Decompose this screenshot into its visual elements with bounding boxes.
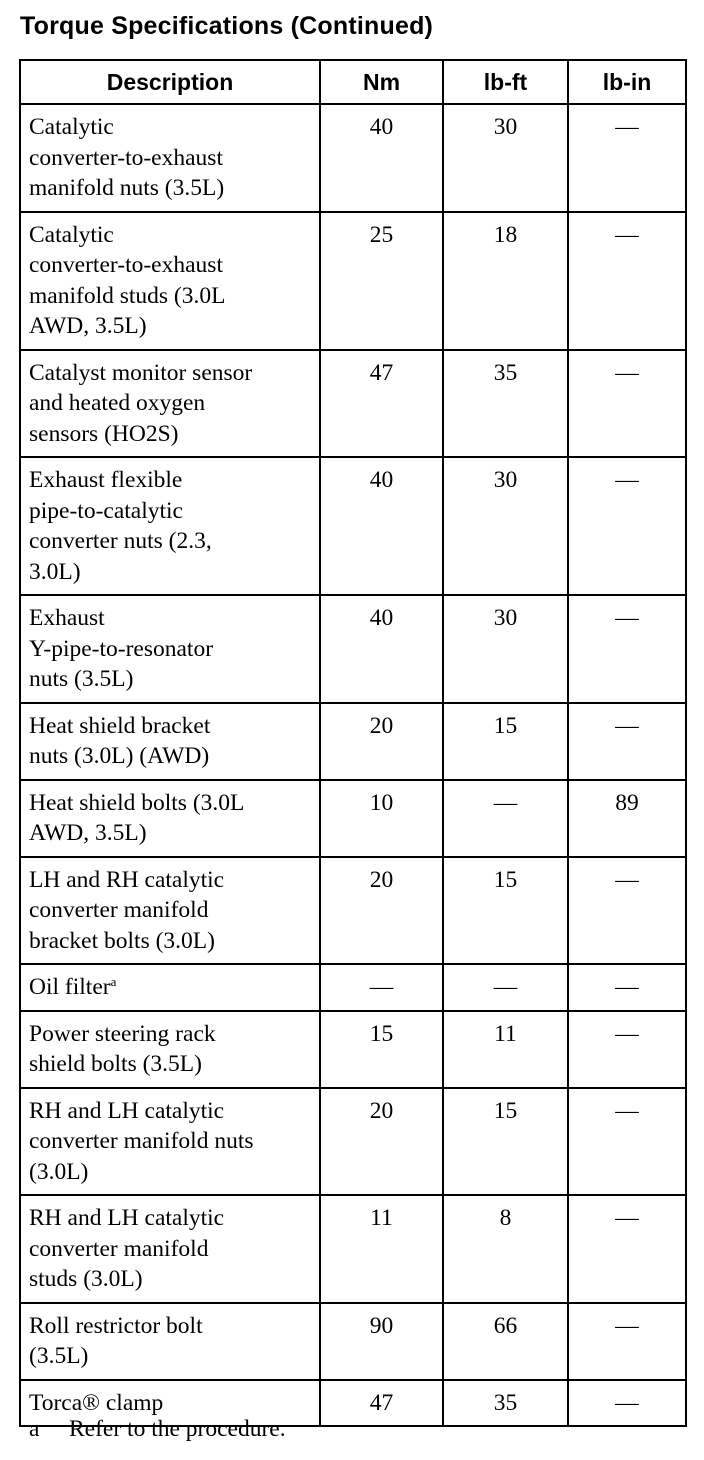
- description-line: RH and LH catalytic: [29, 1205, 225, 1231]
- footnote-reference: a: [110, 974, 117, 989]
- nm-cell: 40: [320, 595, 443, 703]
- table-header-row: [20, 60, 686, 104]
- description-cell: [20, 595, 320, 703]
- description-line: converter manifold nuts: [29, 1128, 254, 1154]
- nm-cell: 20: [320, 857, 443, 965]
- lb-ft-cell: 15: [443, 857, 568, 965]
- lb-ft-cell: 30: [443, 104, 568, 212]
- description-cell: [20, 1011, 320, 1088]
- nm-cell: 90: [320, 1303, 443, 1380]
- nm-cell: 20: [320, 703, 443, 780]
- description-line: Exhaust: [29, 605, 105, 631]
- lb-ft-cell: —: [443, 780, 568, 857]
- torque-spec-table: [19, 59, 687, 1427]
- description-line: Heat shield bracket: [29, 712, 211, 739]
- nm-cell: 40: [320, 104, 443, 212]
- footnote-text: Refer to the procedure.: [69, 1416, 286, 1442]
- description-cell: [20, 457, 320, 595]
- footnote: [29, 1416, 286, 1443]
- description-line: studs (3.0L): [29, 1266, 143, 1292]
- description-line: nuts (3.0L) (AWD): [29, 743, 210, 769]
- lb-ft-cell: 15: [443, 703, 568, 780]
- nm-cell: 20: [320, 1088, 443, 1196]
- description-line: Catalytic: [29, 221, 114, 248]
- description-line: bracket bolts (3.0L): [29, 927, 215, 954]
- description-cell: [20, 350, 320, 458]
- description-line: Heat shield bolts (3.0L: [29, 789, 245, 816]
- footnote-mark: a: [29, 1416, 40, 1442]
- lb-ft-cell: 11: [443, 1011, 568, 1088]
- table-body: [20, 104, 686, 1426]
- description-line: sensors (HO2S): [29, 420, 179, 447]
- header-nm: Nm: [320, 60, 443, 104]
- table-row: [20, 1195, 686, 1303]
- header-description: Description: [20, 60, 320, 104]
- lb-ft-cell: 30: [443, 457, 568, 595]
- lb-ft-cell: 15: [443, 1088, 568, 1196]
- table-row: [20, 1088, 686, 1196]
- table-row: [20, 780, 686, 857]
- description-cell: [20, 1303, 320, 1380]
- description-line: pipe-to-catalytic: [29, 497, 183, 524]
- description-cell: [20, 1195, 320, 1303]
- lb-ft-cell: 35: [443, 1380, 568, 1427]
- table-row: [20, 212, 686, 350]
- table-row: [20, 595, 686, 703]
- page-title: Torque Specifications (Continued): [20, 12, 434, 40]
- description-line: Catalytic: [29, 114, 114, 140]
- description-line: Oil filter: [29, 974, 111, 1000]
- description-line: converter-to-exhaust: [29, 144, 223, 171]
- lb-ft-cell: 18: [443, 212, 568, 350]
- lb-in-cell: —: [568, 595, 686, 703]
- description-cell: [20, 703, 320, 780]
- description-line: LH and RH catalytic: [29, 866, 225, 893]
- lb-ft-cell: 66: [443, 1303, 568, 1380]
- table-row: [20, 350, 686, 458]
- description-cell: [20, 1088, 320, 1196]
- description-line: AWD, 3.5L): [29, 820, 147, 846]
- nm-cell: 10: [320, 780, 443, 857]
- lb-in-cell: 89: [568, 780, 686, 857]
- table-row: [20, 1303, 686, 1380]
- description-line: Power steering rack: [29, 1020, 216, 1047]
- lb-in-cell: —: [568, 1011, 686, 1088]
- lb-in-cell: —: [568, 104, 686, 212]
- lb-in-cell: —: [568, 1088, 686, 1196]
- description-line: Y-pipe-to-resonator: [29, 635, 214, 662]
- header-lb-ft: lb-ft: [443, 60, 568, 104]
- nm-cell: 15: [320, 1011, 443, 1088]
- table-row: [20, 457, 686, 595]
- description-line: (3.5L): [29, 1343, 89, 1369]
- description-line: manifold studs (3.0L: [29, 282, 226, 309]
- lb-in-cell: —: [568, 1195, 686, 1303]
- description-line: converter manifold: [29, 897, 209, 923]
- description-cell: [20, 104, 320, 212]
- description-line: converter-to-exhaust: [29, 252, 223, 278]
- description-cell: [20, 857, 320, 965]
- nm-cell: 47: [320, 350, 443, 458]
- lb-in-cell: —: [568, 212, 686, 350]
- lb-in-cell: —: [568, 964, 686, 1011]
- nm-cell: 25: [320, 212, 443, 350]
- nm-cell: 47: [320, 1380, 443, 1427]
- lb-ft-cell: —: [443, 964, 568, 1011]
- table-row: [20, 703, 686, 780]
- description-line: nuts (3.5L): [29, 666, 134, 692]
- description-cell: [20, 964, 320, 1011]
- description-line: and heated oxygen: [29, 390, 206, 416]
- description-line: shield bolts (3.5L): [29, 1051, 202, 1077]
- header-lb-in: lb-in: [568, 60, 686, 104]
- table-row: [20, 1011, 686, 1088]
- nm-cell: 40: [320, 457, 443, 595]
- lb-in-cell: —: [568, 1380, 686, 1427]
- lb-in-cell: —: [568, 703, 686, 780]
- nm-cell: 11: [320, 1195, 443, 1303]
- nm-cell: —: [320, 964, 443, 1011]
- lb-in-cell: —: [568, 457, 686, 595]
- description-line: converter nuts (2.3,: [29, 528, 212, 554]
- description-line: AWD, 3.5L): [29, 313, 147, 339]
- description-line: 3.0L): [29, 558, 81, 585]
- description-cell: [20, 780, 320, 857]
- description-line: (3.0L): [29, 1158, 89, 1185]
- lb-ft-cell: 30: [443, 595, 568, 703]
- table-row: [20, 964, 686, 1011]
- description-line: Torca® clamp: [29, 1389, 164, 1416]
- table-row: [20, 857, 686, 965]
- lb-in-cell: —: [568, 1303, 686, 1380]
- description-line: Roll restrictor bolt: [29, 1312, 203, 1339]
- description-cell: [20, 212, 320, 350]
- lb-ft-cell: 8: [443, 1195, 568, 1303]
- description-line: converter manifold: [29, 1235, 209, 1262]
- description-line: Exhaust flexible: [29, 467, 183, 493]
- lb-in-cell: —: [568, 350, 686, 458]
- description-line: RH and LH catalytic: [29, 1097, 225, 1124]
- lb-in-cell: —: [568, 857, 686, 965]
- table-row: [20, 104, 686, 212]
- description-line: Catalyst monitor sensor: [29, 359, 253, 386]
- lb-ft-cell: 35: [443, 350, 568, 458]
- description-line: manifold nuts (3.5L): [29, 175, 225, 201]
